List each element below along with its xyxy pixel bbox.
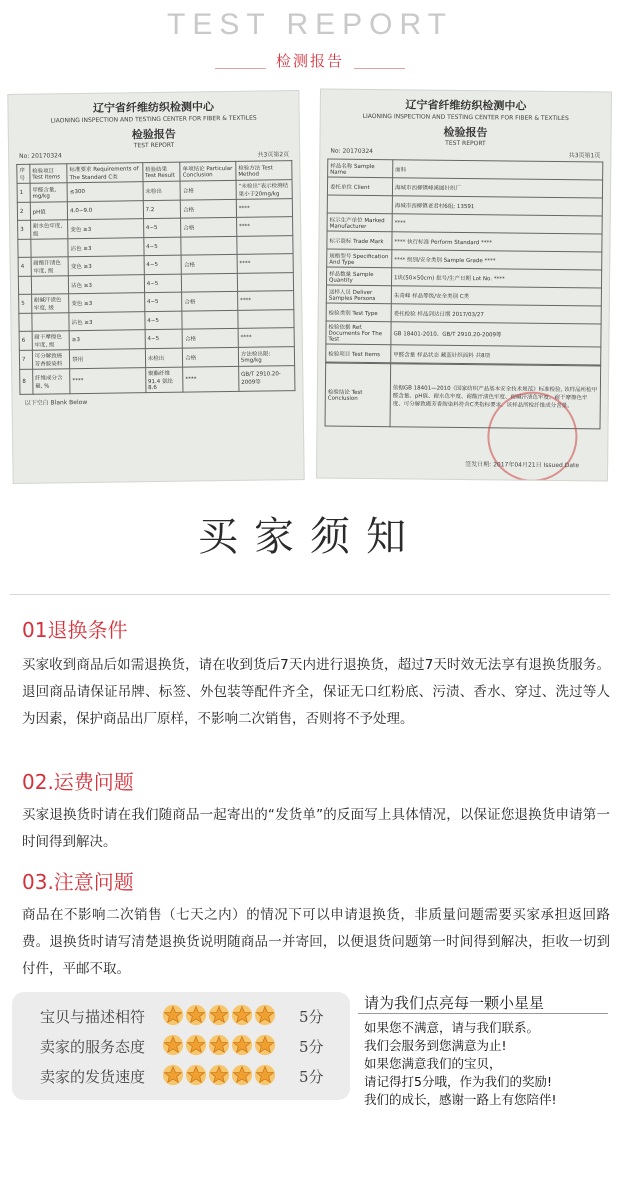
- report-cell: [32, 313, 70, 332]
- report-header-cell: 单项结论 Particular Conclusion: [180, 161, 236, 181]
- report-org: 辽宁省纤维纺织检测中心: [92, 100, 215, 115]
- report-table: [16, 160, 295, 395]
- report-cell: 4~5: [144, 292, 182, 312]
- report-number: No: 20170324: [330, 147, 374, 156]
- report-cell: [327, 195, 392, 214]
- report-cell: 8: [20, 369, 33, 394]
- report-cell: 海城市西柳镇峰溪圆针织厂: [392, 178, 602, 198]
- report-cell: ****: [238, 328, 294, 348]
- report-org-en: LIAONING INSPECTION AND TESTING CENTER FOR FIBER & TEXTILES: [50, 114, 257, 125]
- report-table-row: [20, 366, 295, 395]
- report-cell: 变色 ≥3: [69, 293, 145, 313]
- report-cell: [18, 239, 31, 257]
- report-cell: 4~5: [144, 237, 182, 256]
- star-rating: [162, 1064, 277, 1090]
- star-icon: [185, 1064, 207, 1086]
- star-icon: [162, 1034, 184, 1056]
- report-cell: [31, 239, 69, 258]
- test-report-image-right: [316, 88, 612, 481]
- report-page: 共3页第1页: [568, 152, 601, 160]
- report-cell: 样品名称 Sample Name: [328, 159, 393, 178]
- report-cell: 合格: [181, 199, 237, 218]
- report-cell: 标示商标 Trade Mark: [327, 231, 392, 250]
- report-title-en: TEST REPORT: [133, 141, 175, 150]
- report-cell: 未检出: [143, 181, 181, 201]
- report-cell: [182, 310, 238, 329]
- report-cell: 委托检验 样品到达日期 2017/03/27: [391, 304, 601, 324]
- report-cell: 委托单位 Client: [327, 177, 392, 196]
- test-report-image-left: [7, 90, 304, 484]
- rating-panel: [12, 992, 350, 1100]
- report-cell: 合格: [182, 328, 238, 348]
- section-divider: [10, 594, 610, 595]
- star-icon: [208, 1004, 230, 1026]
- star-icon: [208, 1034, 230, 1056]
- report-cell: [237, 236, 293, 255]
- header-subtitle: 检测报告: [266, 52, 354, 70]
- report-cell: 耐水色牢度, 级: [30, 220, 68, 240]
- star-icon: [254, 1034, 276, 1056]
- report-cell: 4~5: [144, 255, 182, 275]
- report-cell: [238, 310, 294, 329]
- rating-score: 5分: [299, 1008, 324, 1026]
- star-icon: [254, 1004, 276, 1026]
- rating-row: [12, 1004, 350, 1030]
- report-cell: 样品数量 Sample Quantity: [326, 267, 391, 286]
- report-cell: [182, 273, 238, 292]
- report-cell: 方法检出限: 5mg/kg: [238, 347, 294, 367]
- report-table: [325, 159, 603, 366]
- report-cell: [181, 236, 237, 255]
- report-title-en: TEST REPORT: [445, 139, 486, 148]
- report-cell: 甲醛含量 样品状态 藏蓝针织面料 共8项: [391, 345, 601, 365]
- header-title: TEST REPORT: [167, 8, 453, 41]
- report-cell: ****: [183, 366, 239, 392]
- report-cell: GB/T 2910.20-2009等: [238, 366, 294, 392]
- page-title: 买家须知: [198, 514, 422, 560]
- report-cell: 4.0~9.0: [67, 201, 143, 220]
- star-icon: [231, 1004, 253, 1026]
- report-header-cell: 序号: [17, 164, 30, 183]
- rating-score: 5分: [299, 1068, 324, 1086]
- report-cell: 6: [19, 331, 32, 350]
- report-cell: [237, 273, 293, 292]
- report-cell: 1块(50×50cm) 批号/生产日期 Lot No. ****: [391, 268, 601, 288]
- report-cell: 合格: [182, 291, 238, 311]
- report-page: 共3页第2页: [257, 151, 290, 159]
- report-cell: 合格: [181, 217, 237, 237]
- report-cell: 7: [19, 350, 32, 369]
- section-heading-shipping: 02.运费问题: [22, 770, 134, 794]
- report-cell: 7.2: [143, 200, 181, 219]
- report-cell: ****: [236, 217, 292, 237]
- section-body-notes: 商品在不影响二次销售（七天之内）的情况下可以申请退换货，非质量问题需要买家承担返回路费。退换货时请写清楚退换货说明随商品一并寄回，以便退货问题第一时间得到解决，拒收一切到付件，平邮不取。: [22, 907, 610, 977]
- report-cell: 耐碱汗渍色牢度, 级: [31, 294, 69, 314]
- report-cell: 标示生产单位 Marked Manufacturer: [327, 213, 392, 232]
- star-icon: [208, 1064, 230, 1086]
- issued-date: 签发日期: 2017年04月21日 Issued Date: [465, 461, 580, 470]
- report-cell: 检验依据 Ref. Documents For The Test: [326, 321, 391, 345]
- report-footer: 以下空白 Blank Below: [24, 398, 88, 407]
- star-icon: [254, 1064, 276, 1086]
- report-cell: “未检出”表示检测结果小于20mg/kg: [236, 180, 292, 200]
- rating-call-title: 请为我们点亮每一颗小星星: [364, 994, 545, 1012]
- report-header-cell: 标准要求 Requirements of The Standard C类: [67, 163, 143, 183]
- star-icon: [231, 1034, 253, 1056]
- report-cell: [31, 276, 69, 295]
- report-cell: [19, 313, 32, 331]
- report-cell: ****: [237, 291, 293, 311]
- section-heading-returns: 01退换条件: [22, 618, 128, 642]
- report-cell: 合格: [181, 254, 237, 274]
- report-org: 辽宁省纤维纺织检测中心: [405, 98, 527, 113]
- report-cell: ****: [392, 214, 602, 234]
- report-cell: 朱奇峰 样品等级/安全类别 C类: [391, 286, 601, 306]
- report-cell: 4~5: [145, 311, 183, 330]
- rating-label: 卖家的发货速度: [40, 1068, 146, 1086]
- report-cell: 规格型号 Specification And Type: [327, 249, 392, 268]
- report-title: 检验报告: [131, 127, 176, 142]
- conclusion-text: 依据GB 18401—2010《国家纺织产品基本安全技术规范》标准检验, 该样品所检甲醛含量、pH值、耐水色牢度、耐酸汗渍色牢度、耐碱汗渍色牢度、耐干摩擦色牢度、可分解致癌芳香胺染料符合C类指标要求。该样品所检纤维成分含量。: [390, 364, 601, 429]
- report-title: 检验报告: [443, 125, 488, 140]
- header-subtitle-wrap: [0, 50, 620, 71]
- report-cell: 4~5: [145, 329, 183, 349]
- report-header-cell: 检验结果 Test Result: [142, 162, 180, 182]
- star-icon: [185, 1034, 207, 1056]
- report-cell: ≤300: [67, 182, 143, 202]
- message-line: 如果您不满意，请与我们联系。: [364, 1020, 540, 1035]
- report-cell: pH值: [30, 202, 68, 221]
- report-table-row: [326, 321, 601, 347]
- star-icon: [162, 1064, 184, 1086]
- section-body-shipping: 买家退换货时请在我们随商品一起寄出的“发货单”的反面写上具体情况，以保证您退换货申请第一时间得到解决。: [22, 807, 610, 850]
- report-number: No: 20170324: [19, 152, 62, 160]
- rating-score: 5分: [299, 1038, 324, 1056]
- message-line: 如果您满意我们的宝贝，: [364, 1056, 502, 1071]
- report-cell: ****: [237, 254, 293, 274]
- report-cell: 面料: [393, 160, 603, 180]
- report-header-cell: 检验项目 Test Items: [29, 164, 67, 184]
- report-header-cell: 检验方法 Test Method: [236, 161, 292, 181]
- report-cell: 5: [19, 294, 32, 313]
- report-cell: 甲醛含量, mg/kg: [30, 183, 68, 203]
- rating-row: [12, 1064, 350, 1090]
- report-table-row: [326, 344, 601, 365]
- report-cell: ****: [70, 368, 146, 394]
- conclusion-label: 检验结论 Test Conclusion: [325, 363, 391, 427]
- report-cell: 检验类别 Test Type: [326, 303, 391, 322]
- report-cell: ****: [236, 199, 292, 218]
- report-cell: 未检出: [145, 348, 183, 368]
- report-cell: [18, 276, 31, 294]
- report-cell: 检验项目 Test Items: [326, 344, 391, 363]
- star-rating: [162, 1004, 277, 1030]
- report-cell: 聚酯纤维91.4 氨纶8.6: [145, 367, 183, 393]
- star-rating: [162, 1034, 277, 1060]
- report-org-en: LIAONING INSPECTION AND TESTING CENTER FOR FIBER & TEXTILES: [362, 112, 569, 123]
- report-cell: 可分解致癌芳香胺染料: [32, 350, 70, 370]
- star-icon: [185, 1004, 207, 1026]
- report-cell: ≥3: [69, 330, 145, 350]
- report-cell: 沾色 ≥3: [69, 312, 145, 331]
- report-cell: 禁用: [70, 349, 146, 369]
- message-line: 请记得打5分哦，作为我们的奖励!: [364, 1074, 552, 1089]
- report-cell: 4~5: [143, 218, 181, 238]
- message-line: 我们的成长，感谢一路上有您陪伴!: [364, 1092, 557, 1107]
- rating-label: 宝贝与描述相符: [40, 1008, 146, 1026]
- report-cell: 沾色 ≥3: [69, 275, 145, 294]
- report-cell: 海城市西柳镇老君村6组; 13591: [392, 196, 602, 216]
- report-cell: 沾色 ≥3: [68, 238, 144, 257]
- report-cell: 4~5: [144, 274, 182, 293]
- report-cell: 耐酸汗渍色牢度, 级: [31, 257, 69, 277]
- rating-label: 卖家的服务态度: [40, 1038, 146, 1056]
- star-icon: [231, 1064, 253, 1086]
- rating-row: [12, 1034, 350, 1060]
- report-cell: GB 18401-2010、GB/T 2910.20-2009等: [391, 322, 601, 347]
- report-cell: 2: [17, 202, 30, 220]
- report-cell: 送样人员 Deliver Samples Persons: [326, 285, 391, 304]
- rating-call-messages: [364, 1019, 557, 1109]
- star-icon: [162, 1004, 184, 1026]
- report-cell: 合格: [183, 347, 239, 367]
- section-body-returns: 买家收到商品后如需退换货，请在收到货后7天内进行退换货，超过7天时效无法享有退换货服务。退回商品请保证吊牌、标签、外包装等配件齐全，保证无口红粉底、污渍、香水、穿过、洗过等人为因素，保护商品出厂原样，不影响二次销售，否则将不予处理。: [22, 657, 610, 727]
- report-cell: **** 级别/安全类别 Sample Grade ****: [392, 250, 602, 270]
- report-cell: 1: [17, 183, 30, 202]
- message-line: 我们会服务到您满意为止!: [364, 1038, 507, 1053]
- report-cell: 纤维成分含量, %: [32, 369, 70, 395]
- report-cell: 变色 ≥3: [68, 256, 144, 276]
- report-cell: 变色 ≥3: [68, 219, 144, 239]
- section-heading-notes: 03.注意问题: [22, 870, 134, 894]
- report-cell: 合格: [180, 180, 236, 200]
- report-cell: 3: [18, 220, 31, 239]
- report-cell: 4: [18, 257, 31, 276]
- report-cell: 耐干摩擦色牢度, 级: [32, 331, 70, 351]
- report-cell: **** 执行标准 Perform Standard ****: [392, 232, 602, 252]
- rating-call-underline: [358, 1013, 608, 1014]
